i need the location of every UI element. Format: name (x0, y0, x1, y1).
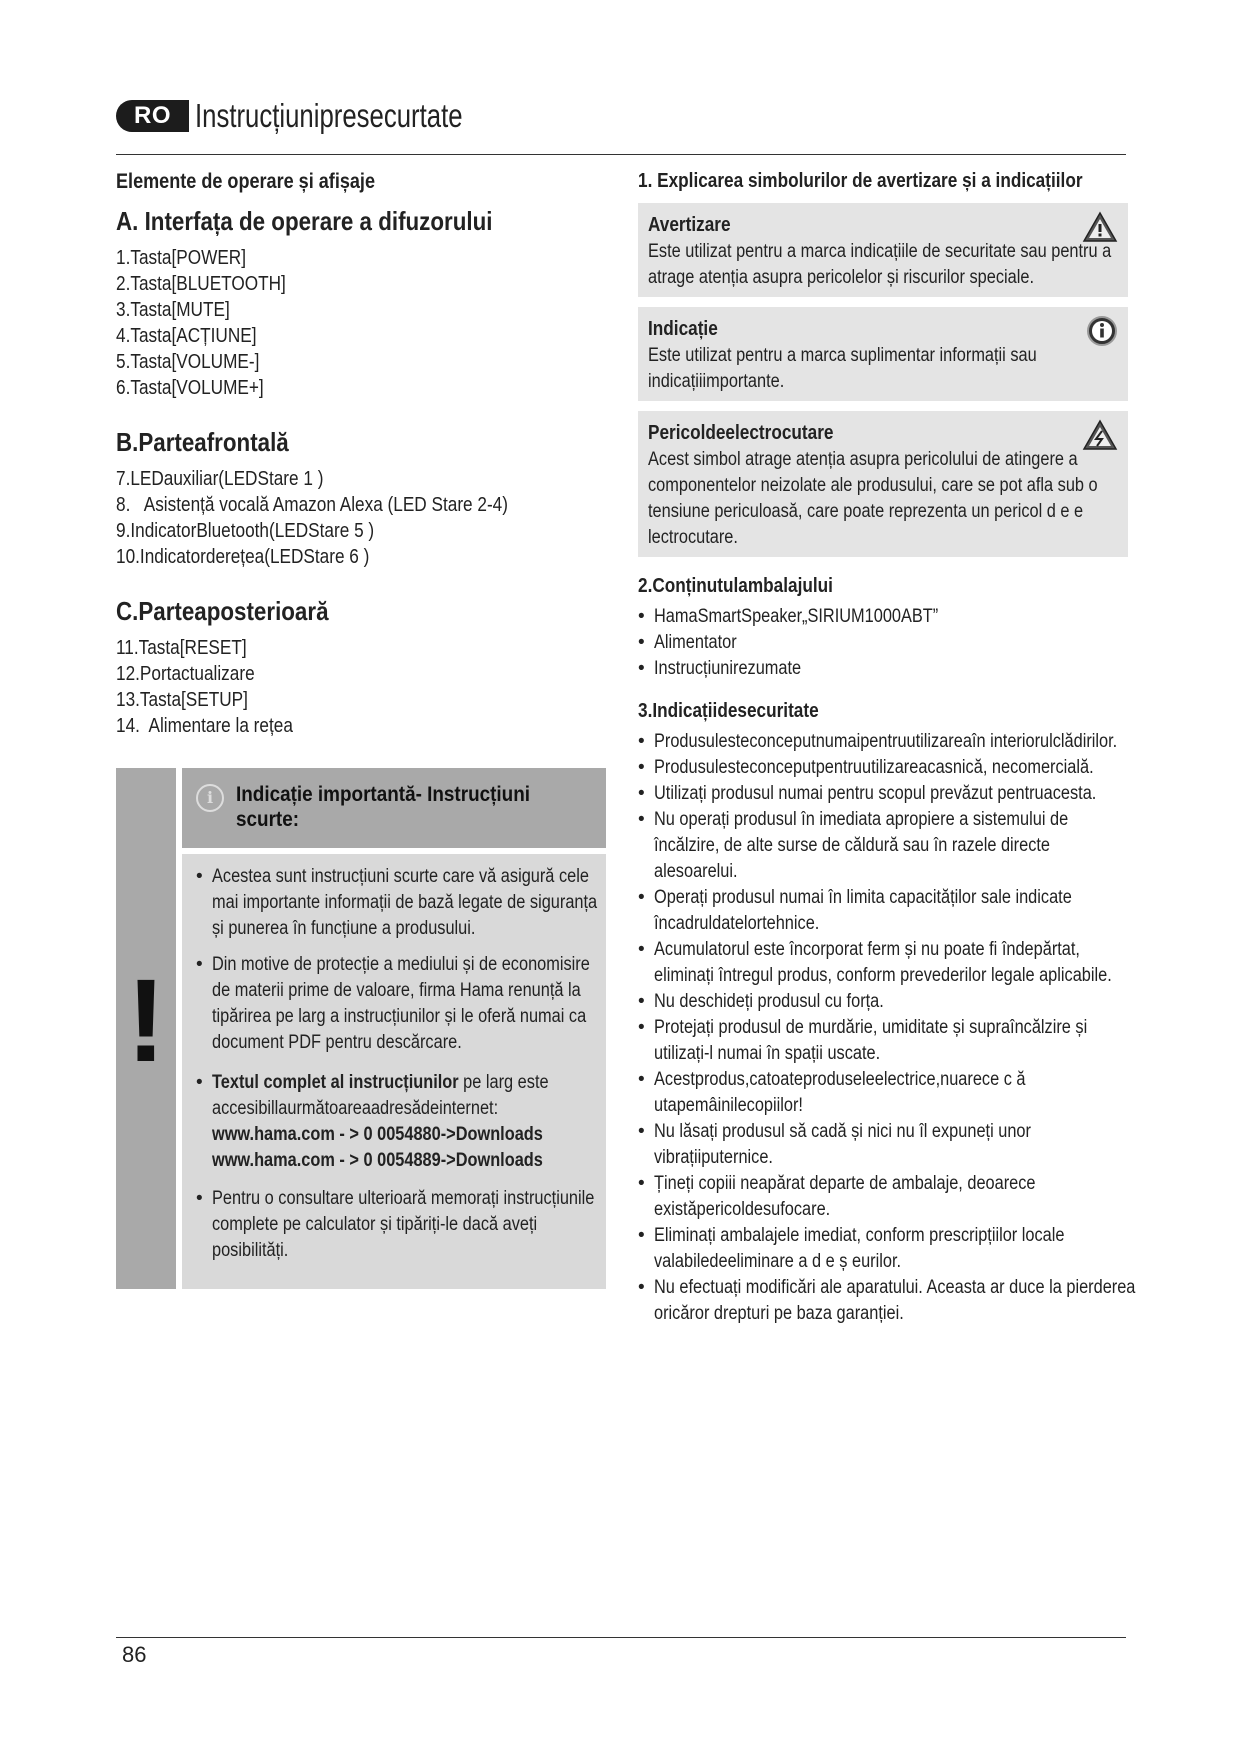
info-icon: i (196, 784, 224, 812)
notice-paragraph: • Pentru o consultare ulterioară memorați instrucțiunile complete pe calculator și tipăriți-le dacă aveți posibilități. (212, 1188, 595, 1261)
list-item: • Operați produsul numai în limita capacităților sale indicate încadruldatelortehnice. (638, 885, 1128, 937)
notice-body (182, 854, 606, 1289)
document-title: Instrucțiunipresecurtate (195, 97, 463, 134)
list-item: • Țineți copiii neapărat departe de ambalaje, deoarece existăpericoldesufocare. (638, 1171, 1128, 1223)
section-3-title: 3.Indicațiidesecuritate (638, 700, 819, 722)
section-b-list (116, 466, 606, 570)
indication-box (638, 307, 1128, 401)
section-1-title: 1. Explicarea simbolurilor de avertizare și a indicațiilor (638, 170, 1083, 192)
list-item: • Utilizați produsul numai pentru scopul prevăzut pentruacesta. (638, 781, 1128, 807)
list-item: 6.Tasta[VOLUME+] (116, 377, 264, 399)
list-item: • Eliminați ambalajele imediat, conform prescripțiilor locale valabiledeeliminare a d e ș eurilor. (638, 1223, 1128, 1275)
section-a-title: A. Interfața de operare a difuzorului (116, 206, 493, 236)
list-item: • Alimentator (638, 630, 1128, 656)
indication-title: Indicație (648, 318, 718, 340)
notice-item (196, 952, 598, 1056)
notice-paragraph: • Acestea sunt instrucțiuni scurte care vă asigură cele mai importante informații de bază legate de siguranța și punerea în funcțiune a produsului. (212, 866, 598, 939)
section-b-title: B.Parteafrontală (116, 427, 289, 457)
section-c-list (116, 635, 606, 739)
list-item: 1.Tasta[POWER] (116, 247, 246, 269)
safety-list (638, 729, 1136, 1327)
exclamation-icon: ! (126, 955, 166, 1087)
page-header (116, 96, 538, 136)
warning-text: Este utilizat pentru a marca indicațiile de securitate sau pentru a atrage atenția asupra pericolelor și riscurilor speciale. (648, 241, 1112, 288)
indication-text: Este utilizat pentru a marca suplimentar informații sau indicațiiimportante. (648, 345, 1037, 392)
list-item: • Protejați produsul de murdărie, umiditate și supraîncălzire și utilizați-l numai în spații uscate. (638, 1015, 1128, 1067)
list-item: 13.Tasta[SETUP] (116, 689, 248, 711)
list-item: • Nu operați produsul în imediata apropiere a sistemului de încălzire, de alte surse de căldură sau în razele directe alesoarelui. (638, 807, 1128, 885)
list-item: 4.Tasta[ACȚIUNE] (116, 325, 257, 347)
list-item: 10.Indicatorderețea(LEDStare 6 ) (116, 546, 370, 568)
left-column (116, 170, 606, 739)
electrocution-text: Acest simbol atrage atenția asupra pericolului de atingere a componentelor neizolate ale produsului, care se pot afla sub o tensiune periculoasă, care poate reprezenta un pericol d e e lectrocutare. (648, 449, 1098, 548)
list-item: 3.Tasta[MUTE] (116, 299, 230, 321)
list-item: 14. Alimentare la rețea (116, 715, 293, 737)
section-c-title: C.Parteaposterioară (116, 596, 329, 626)
notice-title: Indicație importantă- Instrucțiuni scurte: (236, 783, 531, 831)
download-link-1[interactable]: www.hama.com - > 0 0054880->Downloads (212, 1124, 543, 1145)
controls-subheading: Elemente de operare și afișaje (116, 170, 375, 193)
list-item: • Instrucțiunirezumate (638, 656, 1128, 682)
list-item: • HamaSmartSpeaker„SIRIUM1000ABT” (638, 604, 1128, 630)
list-item: 9.IndicatorBluetooth(LEDStare 5 ) (116, 520, 375, 542)
notice-paragraph: pe larg este accesibillaurmătoareaadresădeinternet: (212, 1072, 549, 1119)
important-notice-box (116, 768, 606, 1289)
list-item: • Nu deschideți produsul cu forța. (638, 989, 1128, 1015)
notice-item (196, 1186, 598, 1264)
list-item: 2.Tasta[BLUETOOTH] (116, 273, 286, 295)
list-item: 7.LEDauxiliar(LEDStare 1 ) (116, 468, 324, 490)
list-item: 12.Portactualizare (116, 663, 255, 685)
footer-divider (116, 1637, 1126, 1638)
section-2-title: 2.Conținutulambalajului (638, 575, 833, 597)
language-badge: RO (116, 100, 189, 132)
header-divider (116, 154, 1126, 155)
list-item: • Produsulesteconceputnumaipentruutilizareaîn interiorulclădirilor. (638, 729, 1128, 755)
package-list (638, 604, 1128, 682)
page-number: 86 (122, 1642, 147, 1667)
list-item: • Acumulatorul este încorporat ferm și nu poate fi îndepărtat, eliminați întregul produs, conform prevederilor legale aplicabile. (638, 937, 1128, 989)
section-a-list (116, 245, 606, 401)
list-item: • Acestprodus,catoateproduseleelectrice,nuarece c ă utapemâinilecopiilor! (638, 1067, 1128, 1119)
warning-box (638, 203, 1128, 297)
notice-paragraph: • Din motive de protecție a mediului și de economisire de materii prime de valoare, firma Hama renunță la tipărirea pe larg a instrucțiunilor și le oferă numai ca document PDF pentru descărcare. (212, 954, 590, 1053)
notice-header (182, 768, 606, 848)
electrocution-box (638, 411, 1128, 557)
right-column (638, 170, 1136, 1327)
list-item: • Nu efectuați modificări ale aparatului. Aceasta ar duce la pierderea oricăror drepturi pe baza garanției. (638, 1275, 1128, 1327)
list-item: • Produsulesteconceputpentruutilizareacasnică, necomercială. (638, 755, 1128, 781)
warning-title: Avertizare (648, 214, 731, 236)
list-item: 11.Tasta[RESET] (116, 637, 247, 659)
download-link-2[interactable]: www.hama.com - > 0 0054889->Downloads (212, 1150, 543, 1171)
list-item: • Nu lăsați produsul să cadă și nici nu îl expuneți unor vibrațiiputernice. (638, 1119, 1128, 1171)
electrocution-title: Pericoldeelectrocutare (648, 422, 834, 444)
notice-item (196, 864, 598, 942)
list-item: 8. Asistență vocală Amazon Alexa (LED Stare 2-4) (116, 494, 508, 516)
list-item: 5.Tasta[VOLUME-] (116, 351, 260, 373)
notice-bold-lead: Textul complet al instrucțiunilor (212, 1072, 459, 1093)
notice-item (196, 1070, 598, 1174)
